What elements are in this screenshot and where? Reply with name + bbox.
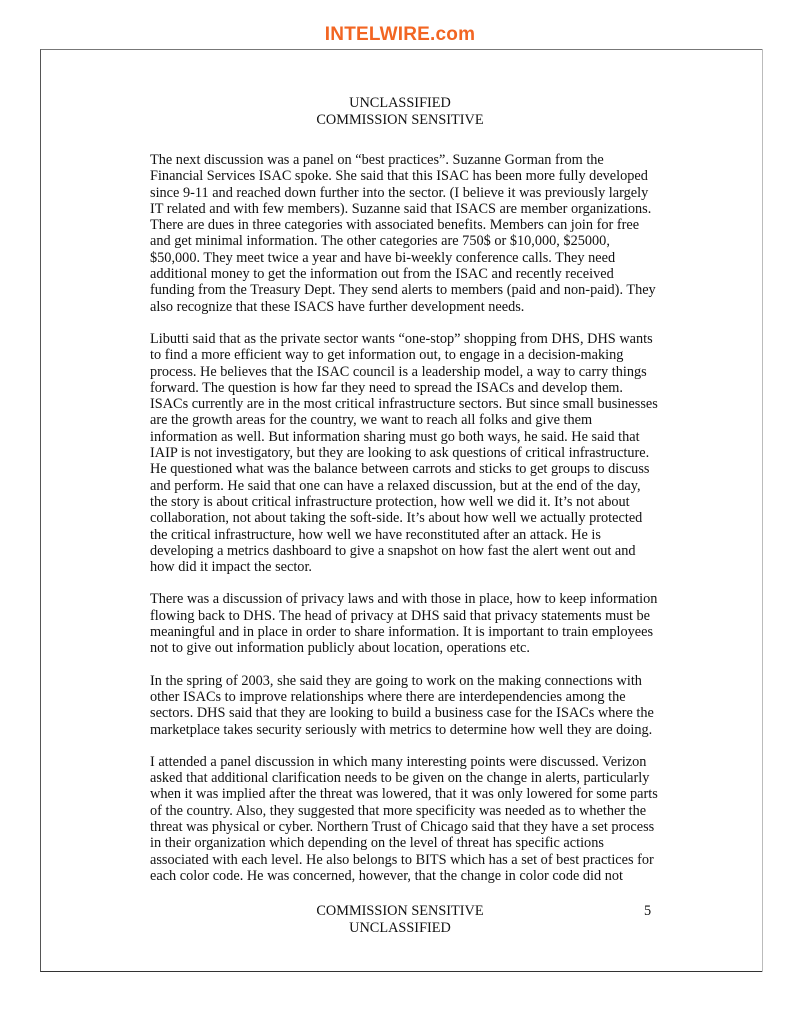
footer-classification (0, 903, 800, 937)
header-line-unclassified: UNCLASSIFIED (349, 95, 451, 111)
paragraph-best-practices: The next discussion was a panel on “best practices”. Suzanne Gorman from the Financial Services ISAC spoke. She said that this ISAC has been more fully developed since 9-11 and reached down further into the sector. (I believe it was previously largely IT related and with few members). Suzanne said that ISACS are member organizations. There are dues in three categories with associated benefits. Members can join for free and get minimal information. The other categories are 750$ or $10,000, $25000, $50,000. They meet twice a year and have bi-weekly conference calls. They need additional money to get the information out from the ISAC and recently received funding from the Treasury Dept. They send alerts to members (paid and non-paid). They also recognize that these ISACS have further development needs. (150, 152, 656, 315)
page-number: 5 (644, 903, 652, 919)
paragraph-privacy: There was a discussion of privacy laws and with those in place, how to keep information flowing back to DHS. The head of privacy at DHS said that privacy statements must be meaningful and in place in order to share information. It is important to train employees not to give out information publicly about location, operations etc. (150, 591, 658, 657)
header-classification (0, 95, 800, 129)
header-line-commission-sensitive: COMMISSION SENSITIVE (316, 112, 484, 128)
intelwire-logo[interactable]: INTELWIRE.com (324, 24, 476, 45)
paragraph-panel-discussion: I attended a panel discussion in which many interesting points were discussed. Verizon asked that additional clarification needs to be given on the change in alerts, particularly when it was implied after the threat was lowered, that it was only lowered for some parts of the country. Also, they suggested that more specificity was needed as to whether the threat was physical or cyber. Northern Trust of Chicago said that they have a set process in their organization which depending on the level of threat has specific actions associated with each level. He also belongs to BITS which has a set of best practices for each color code. He was concerned, however, that the change in color code did not (150, 753, 658, 884)
footer-line-commission-sensitive: COMMISSION SENSITIVE (316, 903, 484, 919)
document-body (150, 152, 660, 884)
paragraph-spring-2003: In the spring of 2003, she said they are going to work on the making connections with other ISACs to improve relationships where there are interdependencies among the sectors. DHS said that they are looking to build a business case for the ISACs where the marketplace takes security seriously with metrics to determine how well they are doing. (150, 672, 654, 738)
footer-line-unclassified: UNCLASSIFIED (349, 920, 451, 936)
paragraph-libutti: Libutti said that as the private sector wants “one-stop” shopping from DHS, DHS wants to find a more efficient way to get information out, to engage in a decision-making process. He believes that the ISAC council is a leadership model, a way to carry things forward. The question is how far they need to spread the ISACs and develop them. ISACs currently are in the most critical infrastructure sectors. But since small businesses are the growth areas for the country, we want to reach all folks and give them information as well. But information sharing must go both ways, he said. He said that IAIP is not investigatory, but they are looking to ask questions of critical infrastructure. He questioned what was the balance between carrots and sticks to get groups to discuss and perform. He said that one can have a relaxed discussion, but at the end of the day, the story is about critical infrastructure protection, how well we did it. It’s not about collaboration, not about taking the soft-side. It’s about how well we actually protected the critical infrastructure, how well we have reconstituted after an attack. He is developing a metrics dashboard to give a snapshot on how fast the alert went out and how did it impact the sector. (150, 330, 658, 576)
page-border-right (762, 49, 763, 972)
